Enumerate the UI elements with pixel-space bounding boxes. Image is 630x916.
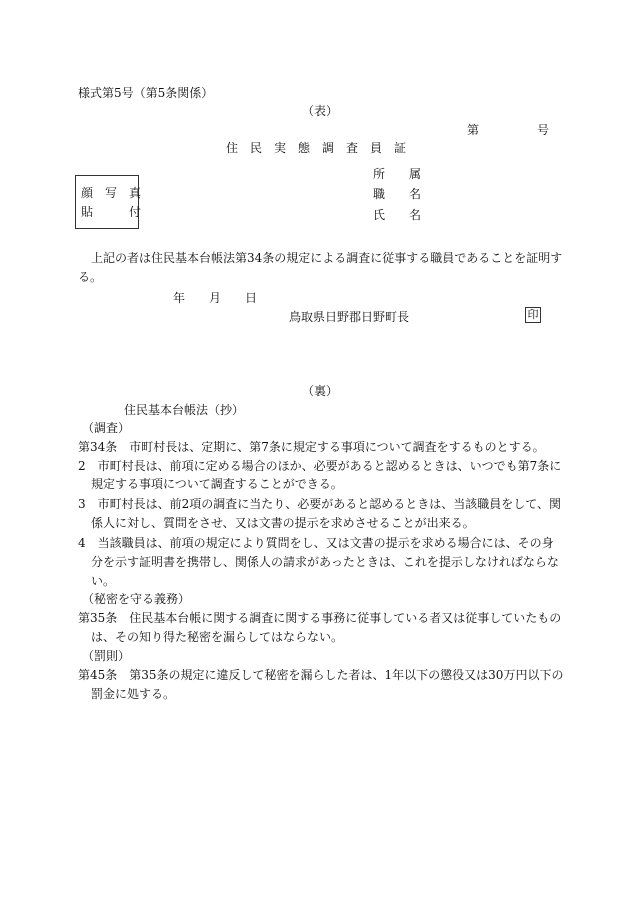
article-34-para4-line1: 4 当該職員は、前項の規定により質問をし、又は文書の提示を求める場合には、その身 [78, 536, 554, 550]
photo-label-line1: 顔 写 真 [81, 186, 142, 200]
field-position: 職 名 [373, 187, 422, 201]
article-35-line1: 第35条 住民基本台帳に関する調査に関する事務に従事している者又は従事していたもの [78, 611, 562, 625]
heading-confidentiality: （秘密を守る義務） [82, 592, 191, 606]
article-34-para3-line2: 係人に対し、質問をさせ、又は文書の提示を求めさせることが出来る。 [91, 516, 475, 530]
heading-penalty: （罰則） [82, 649, 131, 663]
number-prefix: 第 [467, 123, 480, 137]
article-34-para4-line3: い。 [91, 574, 116, 588]
field-affiliation: 所 属 [373, 167, 422, 181]
front-side-label: （表） [302, 104, 339, 118]
article-34-para2-line1: 2 市町村長は、前項に定める場合のほか、必要があると認めるときは、いつでも第7条に [78, 459, 562, 473]
issuer: 鳥取県日野郡日野町長 [289, 310, 410, 324]
article-45-line1: 第45条 第35条の規定に違反して秘密を漏らした者は、1年以下の懲役又は30万円以下の [78, 668, 564, 682]
article-34-para2-line2: 規定する事項について調査することができる。 [91, 477, 343, 491]
back-side-label: （裏） [302, 384, 339, 398]
document-title: 住 民 実 態 調 査 員 証 [226, 141, 407, 155]
article-34-para4-line2: 分を示す証明書を携帯し、関係人の請求があったときは、これを提示しなければならな [91, 555, 559, 569]
article-34-para3-line1: 3 市町村長は、前2項の調査に当たり、必要があると認めるときは、当該職員をして、関 [78, 497, 562, 511]
heading-investigation: （調査） [82, 421, 131, 435]
article-34: 第34条 市町村長は、定期に、第7条に規定する事項について調査をするものとする。 [78, 440, 545, 454]
law-title: 住民基本台帳法（抄） [124, 403, 245, 417]
field-name: 氏 名 [373, 208, 422, 222]
form-number: 様式第5号（第5条関係） [78, 86, 214, 100]
photo-area [75, 175, 142, 229]
issue-date: 年 月 日 [173, 291, 258, 305]
article-45-line2: 罰金に処する。 [91, 687, 176, 701]
number-suffix: 号 [537, 123, 550, 137]
article-35-line2: は、その知り得た秘密を漏らしてはならない。 [91, 630, 344, 644]
photo-label-line2: 貼 付 [81, 205, 142, 219]
certification-text-line2: る。 [78, 270, 103, 284]
certification-text-line1: 上記の者は住民基本台帳法第34条の規定による調査に従事する職員であることを証明す [91, 251, 563, 265]
seal-mark: 印 [525, 307, 541, 323]
